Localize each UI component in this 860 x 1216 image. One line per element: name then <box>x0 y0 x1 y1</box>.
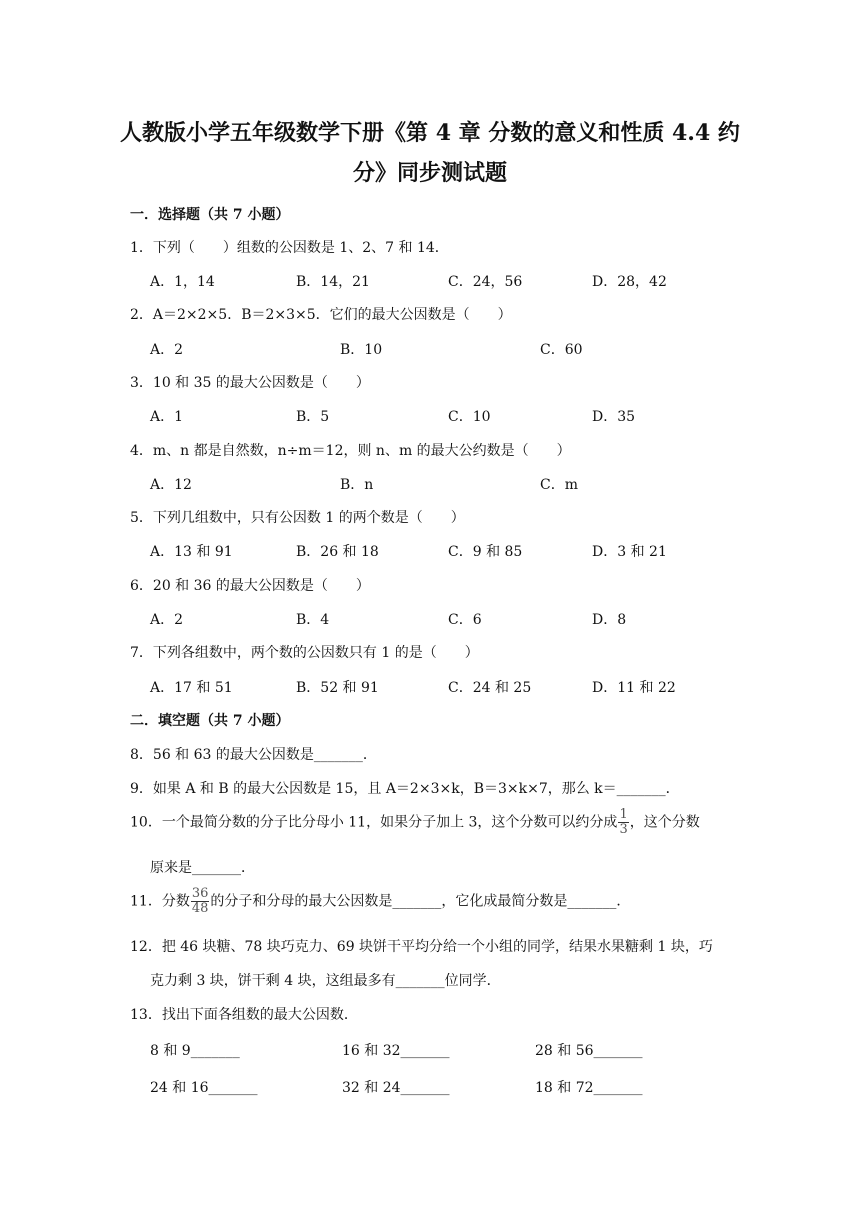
q11-text-part1: 11．分数 <box>130 893 190 910</box>
fraction-one-third <box>618 808 628 837</box>
q3-option-a: A．1 <box>150 409 184 425</box>
q1-option-b: B．14，21 <box>296 274 370 290</box>
q6-option-a: A．2 <box>150 612 184 628</box>
question-1: 1．下列（ ）组数的公因数是 1、2、7 和 14． <box>130 240 449 256</box>
fraction-denominator: 3 <box>619 822 628 837</box>
q6-option-b: B．4 <box>296 612 330 628</box>
q13-item: 28 和 56_______ <box>535 1043 643 1059</box>
q1-option-c: C．24，56 <box>448 274 523 290</box>
question-11 <box>130 887 630 916</box>
q13-item: 32 和 24_______ <box>342 1080 450 1096</box>
section-heading-choice: 一．选择题（共 7 小题） <box>130 207 290 223</box>
q5-option-b: B．26 和 18 <box>296 544 379 560</box>
fraction-denominator: 48 <box>191 901 209 916</box>
question-10-continued: 原来是_______． <box>150 860 255 876</box>
q7-option-b: B．52 和 91 <box>296 680 379 696</box>
title-line-2: 分》同步测试题 <box>352 160 507 186</box>
q4-option-b: B．n <box>340 477 374 493</box>
question-12: 12．把 46 块糖、78 块巧克力、69 块饼干平均分给一个小组的同学，结果水果糖剩 1 块，巧 <box>130 939 713 955</box>
question-4: 4．m、n 都是自然数，n÷m＝12，则 n、m 的最大公约数是（ ） <box>130 443 571 459</box>
q1-option-a: A．1，14 <box>150 274 215 290</box>
fraction-36-48 <box>191 887 210 916</box>
fraction-numerator: 36 <box>191 886 209 901</box>
q13-item: 8 和 9_______ <box>150 1043 240 1059</box>
fraction-numerator: 1 <box>619 807 628 822</box>
question-6: 6．20 和 36 的最大公因数是（ ） <box>130 578 370 594</box>
q5-option-d: D．3 和 21 <box>592 544 667 560</box>
question-5: 5．下列几组数中，只有公因数 1 的两个数是（ ） <box>130 510 465 526</box>
q13-item: 16 和 32_______ <box>342 1043 450 1059</box>
question-3: 3．10 和 35 的最大公因数是（ ） <box>130 375 370 391</box>
q4-option-c: C．m <box>540 477 578 493</box>
q10-text-part1: 10．一个最简分数的分子比分母小 11，如果分子加上 3，这个分数可以约分成 <box>130 814 618 831</box>
q3-option-b: B．5 <box>296 409 330 425</box>
q4-option-a: A．12 <box>150 477 192 493</box>
q1-option-d: D．28，42 <box>592 274 667 290</box>
q2-option-b: B．10 <box>340 342 383 358</box>
q5-option-a: A．13 和 91 <box>150 544 233 560</box>
title-line-1: 人教版小学五年级数学下册《第 4 章 分数的意义和性质 4.4 约 <box>120 120 740 146</box>
q3-option-d: D．35 <box>592 409 636 425</box>
q7-option-a: A．17 和 51 <box>150 680 233 696</box>
q10-text-part2: ，这个分数 <box>629 814 700 831</box>
question-10 <box>130 808 700 837</box>
question-9: 9．如果 A 和 B 的最大公因数是 15，且 A＝2×3×k，B＝3×k×7，那么 k＝_______． <box>130 781 680 797</box>
q11-text-part2: 的分子和分母的最大公因数是_______，它化成最简分数是_______． <box>210 893 631 910</box>
question-2: 2．A＝2×2×5．B＝2×3×5．它们的最大公因数是（ ） <box>130 307 512 323</box>
question-7: 7．下列各组数中，两个数的公因数只有 1 的是（ ） <box>130 645 479 661</box>
question-13: 13．找出下面各组数的最大公因数． <box>130 1007 358 1023</box>
q7-option-c: C．24 和 25 <box>448 680 532 696</box>
q3-option-c: C．10 <box>448 409 491 425</box>
q2-option-c: C．60 <box>540 342 583 358</box>
section-heading-fill: 二．填空题（共 7 小题） <box>130 713 290 729</box>
q2-option-a: A．2 <box>150 342 184 358</box>
q6-option-c: C．6 <box>448 612 482 628</box>
q7-option-d: D．11 和 22 <box>592 680 676 696</box>
question-8: 8．56 和 63 的最大公因数是_______． <box>130 747 377 763</box>
q13-item: 24 和 16_______ <box>150 1080 258 1096</box>
q6-option-d: D．8 <box>592 612 627 628</box>
q5-option-c: C．9 和 85 <box>448 544 523 560</box>
question-12-continued: 克力剩 3 块，饼干剩 4 块，这组最多有_______位同学． <box>150 973 501 989</box>
q13-item: 18 和 72_______ <box>535 1080 643 1096</box>
